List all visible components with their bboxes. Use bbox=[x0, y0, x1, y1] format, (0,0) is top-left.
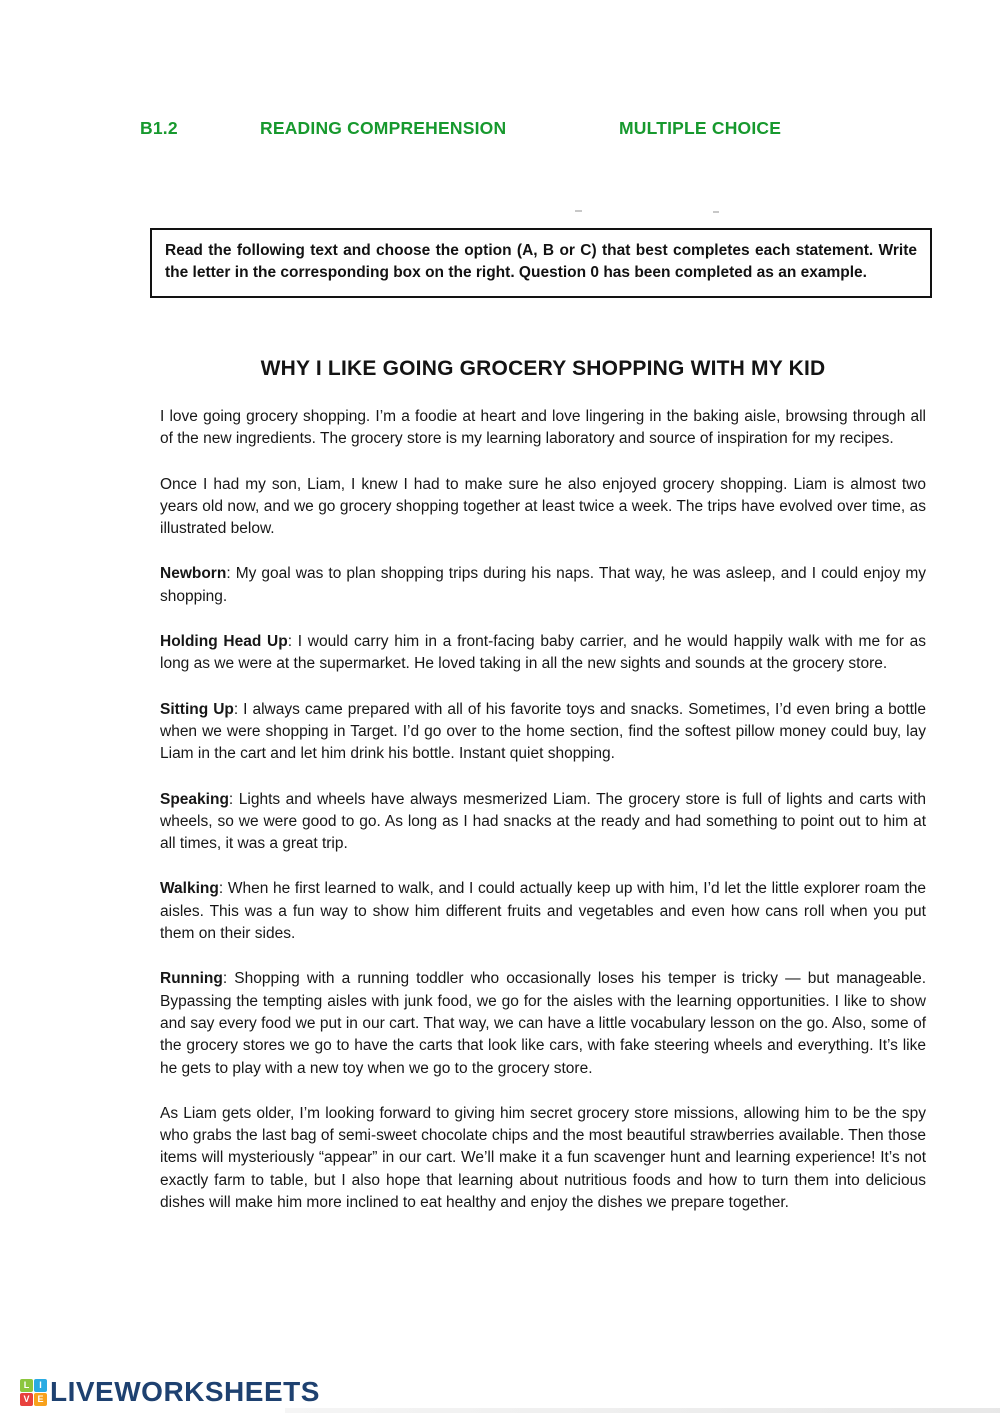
paragraph-text: : I always came prepared with all of his favorite toys and snacks. Sometimes, I’d even bring a bottle when we were shopping in Target. I’d go over to the home section, find the softest pillow money could buy, lay Liam in the cart and let him drink his bottle. Instant quiet shopping. bbox=[160, 700, 926, 763]
article-paragraph bbox=[160, 1103, 926, 1214]
liveworksheets-logo-icon bbox=[20, 1379, 47, 1406]
paragraph-text: : Lights and wheels have always mesmerized Liam. The grocery store is full of lights and carts with wheels, so we were good to go. As long as I had snacks at the ready and had something to point out to him at all times, it was a great trip. bbox=[160, 790, 926, 853]
paragraph-text: : I would carry him in a front-facing baby carrier, and he would happily walk with me for as long as we were at the supermarket. He loved taking in all the new sights and sounds at the grocery store. bbox=[160, 633, 926, 673]
scan-artifact bbox=[575, 210, 582, 212]
logo-tile-i: I bbox=[34, 1379, 47, 1392]
paragraph-lead: Newborn bbox=[160, 565, 227, 583]
paragraph-lead: Running bbox=[160, 970, 223, 988]
liveworksheets-brand bbox=[20, 1376, 320, 1408]
paragraph-text: As Liam gets older, I’m looking forward to giving him secret grocery store missions, allowing him to be the spy who grabs the last bag of semi-sweet chocolate chips and the most beautiful strawberries available. Then those items will mysteriously “appear” in our cart. We’ll make it a fun scavenger hunt and learning experience! It’s not exactly farm to table, but I also hope that learning about nutritious foods and how to turn them into delicious dishes will make him more inclined to eat healthy and enjoy the dishes we prepare together. bbox=[160, 1104, 926, 1212]
paragraph-text: : When he first learned to walk, and I could actually keep up with him, I’d let the little explorer roam the aisles. This was a fun way to show him different fruits and vegetables and even how cans roll when you put them on their sides. bbox=[160, 880, 926, 943]
question-type-label: MULTIPLE CHOICE bbox=[619, 118, 782, 138]
article-paragraph bbox=[160, 699, 926, 766]
article-title: WHY I LIKE GOING GROCERY SHOPPING WITH MY KID bbox=[260, 357, 826, 380]
instruction-box bbox=[150, 228, 932, 298]
logo-tile-l: L bbox=[20, 1379, 33, 1392]
article-paragraph bbox=[160, 631, 926, 676]
brand-wordmark: LIVEWORKSHEETS bbox=[50, 1376, 320, 1407]
article-paragraph bbox=[160, 968, 926, 1079]
page-edge-shadow bbox=[285, 1408, 1000, 1413]
article-paragraph bbox=[160, 789, 926, 856]
paragraph-text: : My goal was to plan shopping trips during his naps. That way, he was asleep, and I could enjoy my shopping. bbox=[160, 565, 926, 605]
level-label: B1.2 bbox=[140, 118, 178, 138]
scan-artifact bbox=[713, 211, 719, 213]
paragraph-lead: Holding Head Up bbox=[160, 633, 288, 651]
paragraph-lead: Walking bbox=[160, 880, 219, 898]
article-paragraph bbox=[160, 563, 926, 608]
article-body bbox=[160, 406, 926, 1214]
paragraph-text: I love going grocery shopping. I’m a foodie at heart and love lingering in the baking aisle, browsing through all of the new ingredients. The grocery store is my learning laboratory and source of inspiration for my recipes. bbox=[160, 408, 926, 448]
logo-tile-v: V bbox=[20, 1393, 33, 1406]
paragraph-text: : Shopping with a running toddler who occasionally loses his temper is tricky — but manageable. Bypassing the tempting aisles with junk food, we go for the aisles with the learning opportunities. I like to show and say every food we put in our cart. That way, we can have a little vocabulary lesson on the go. Also, some of the grocery stores we go to have the carts that look like cars, with fake steering wheels and everything. It’s like he gets to play with a new toy when we go to the grocery store. bbox=[160, 970, 926, 1077]
article-paragraph bbox=[160, 878, 926, 945]
paragraph-lead: Speaking bbox=[160, 790, 229, 808]
course-header bbox=[140, 118, 940, 144]
section-title: READING COMPREHENSION bbox=[260, 118, 507, 138]
paragraph-text: Once I had my son, Liam, I knew I had to make sure he also enjoyed grocery shopping. Liam is almost two years old now, and we go grocery shopping together at least twice a week. The trips have evolved over time, as illustrated below. bbox=[160, 475, 926, 538]
paragraph-lead: Sitting Up bbox=[160, 700, 234, 718]
article-paragraph bbox=[160, 474, 926, 541]
instruction-text: Read the following text and choose the option (A, B or C) that best completes each statement. Write the letter in the corresponding box on the right. Question 0 has been completed as an example. bbox=[165, 242, 917, 281]
article-paragraph bbox=[160, 406, 926, 451]
logo-tile-e: E bbox=[34, 1393, 47, 1406]
